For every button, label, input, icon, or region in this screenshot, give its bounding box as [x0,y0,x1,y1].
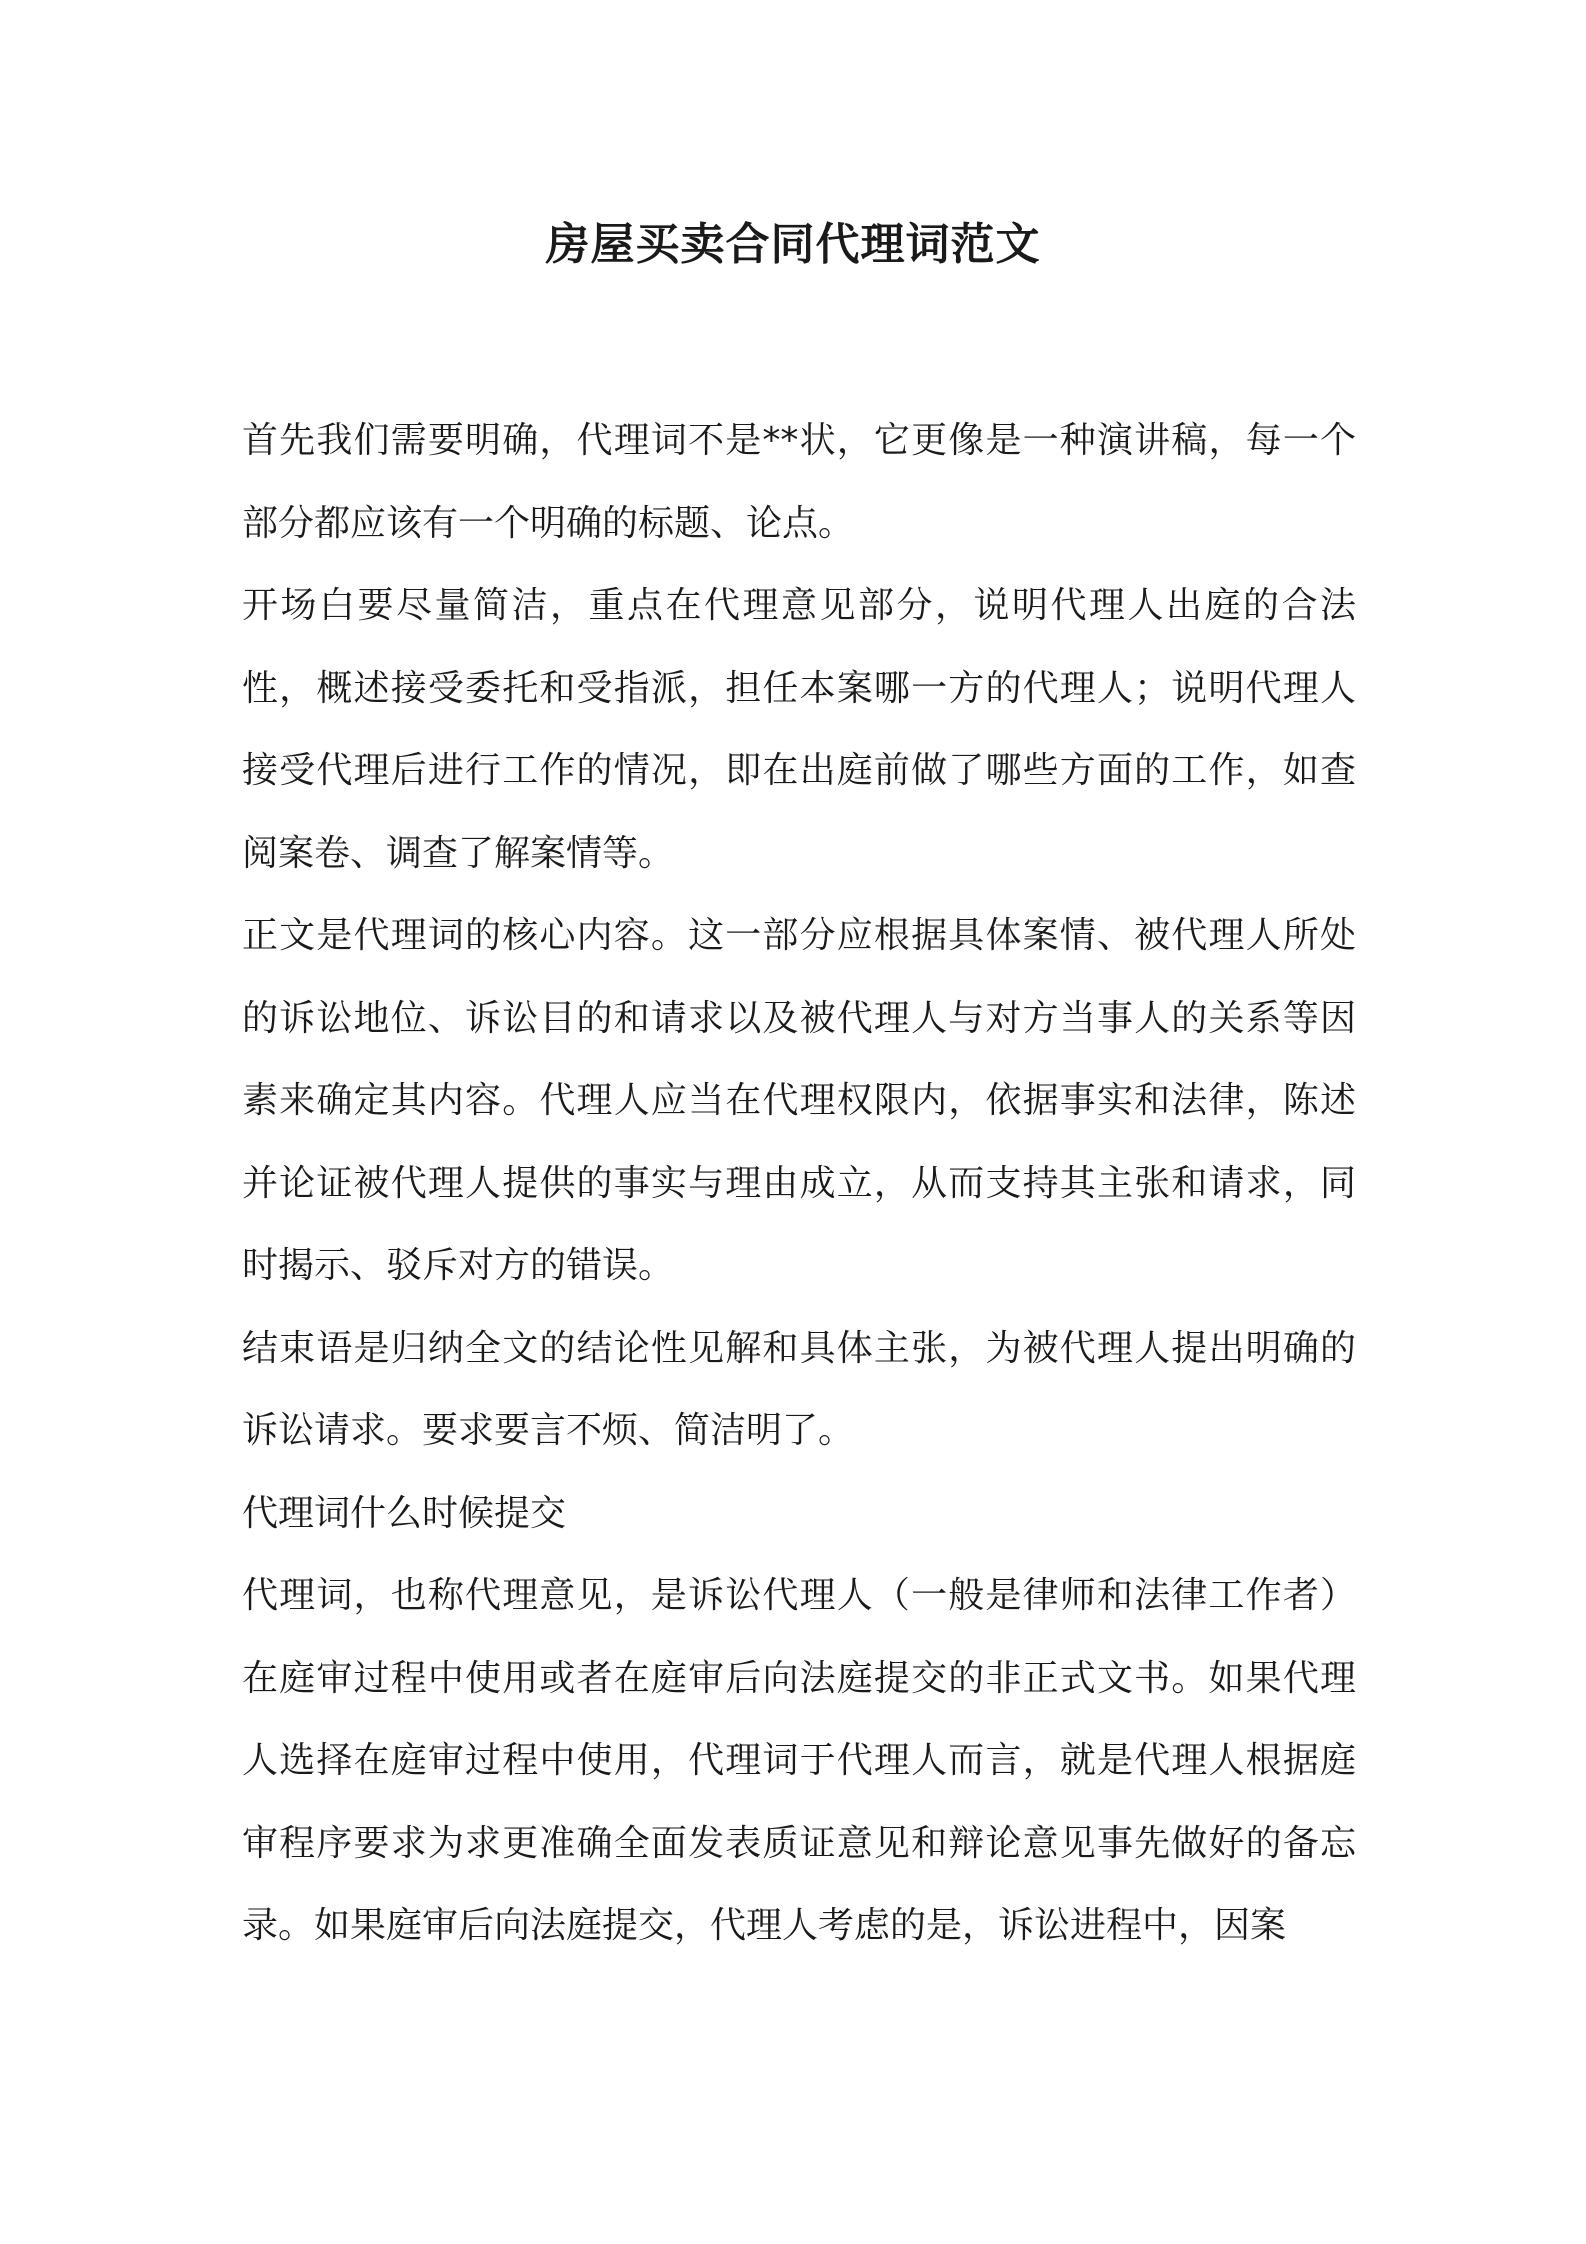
paragraph-intro: 首先我们需要明确，代理词不是**状，它更像是一种演讲稿，每一个部分都应该有一个明确的标题、论点。 [242,420,1356,544]
document-body [242,400,1356,1968]
section-heading: 代理词什么时候提交 [242,1492,567,1534]
paragraph-submission: 代理词，也称代理意见，是诉讼代理人（一般是律师和法律工作者）在庭审过程中使用或者在庭审后向法庭提交的非正式文书。如果代理人选择在庭审过程中使用，代理词于代理人而言，就是代理人根据庭审程序要求为求更准确全面发表质证意见和辩论意见事先做好的备忘录。如果庭审后向法庭提交，代理人考虑的是，诉讼进程中，因案 [242,1575,1356,1946]
paragraph-conclusion: 结束语是归纳全文的结论性见解和具体主张，为被代理人提出明确的诉讼请求。要求要言不烦、简洁明了。 [242,1327,1356,1451]
paragraph-main-text: 正文是代理词的核心内容。这一部分应根据具体案情、被代理人所处的诉讼地位、诉讼目的和请求以及被代理人与对方当事人的关系等因素来确定其内容。代理人应当在代理权限内，依据事实和法律，陈述并论证被代理人提供的事实与理由成立，从而支持其主张和请求，同时揭示、驳斥对方的错误。 [242,915,1356,1286]
document-title: 房屋买卖合同代理词范文 [545,219,1041,270]
paragraph-opening: 开场白要尽量简洁，重点在代理意见部分，说明代理人出庭的合法性，概述接受委托和受指派，担任本案哪一方的代理人；说明代理人接受代理后进行工作的情况，即在出庭前做了哪些方面的工作，如查阅案卷、调查了解案情等。 [242,585,1356,874]
